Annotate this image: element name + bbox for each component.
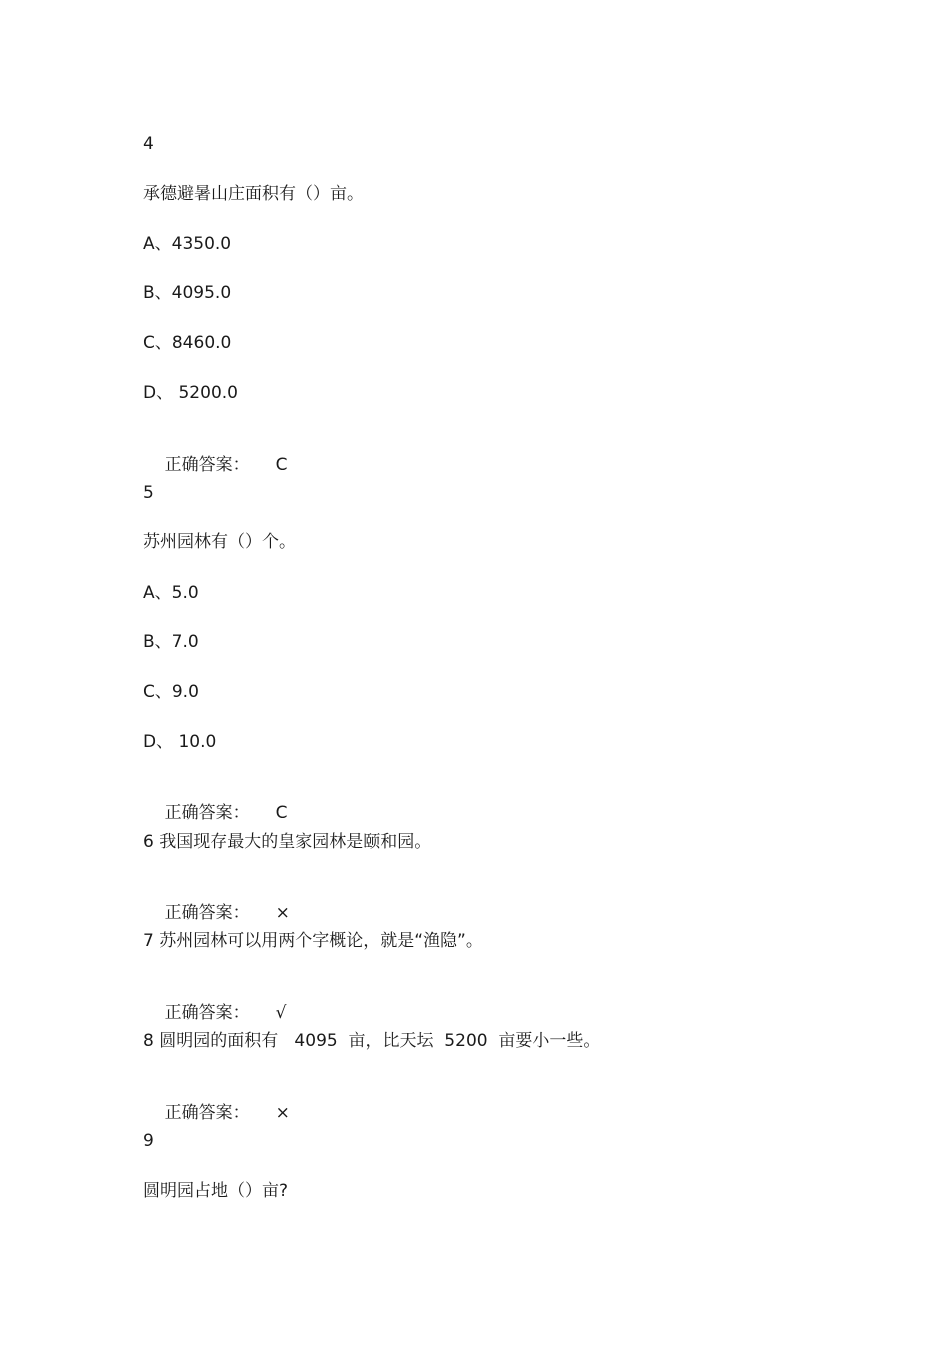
question-6-text: 6 我国现存最大的皇家园林是颐和园。 (143, 832, 432, 852)
answer-label: 正确答案： (164, 1003, 250, 1023)
answer-label: 正确答案： (164, 803, 250, 823)
answer-value: C (275, 455, 288, 475)
question-4-option-d: D、 5200.0 (143, 383, 238, 403)
answer-value: C (275, 803, 288, 823)
question-9-stem: 圆明园占地（）亩? (143, 1181, 289, 1201)
question-5-option-d: D、 10.0 (143, 732, 217, 752)
question-5-option-c: C、9.0 (143, 682, 199, 702)
question-8-text: 8 圆明园的面积有 4095 亩，比天坛 5200 亩要小一些。 (143, 1031, 601, 1051)
answer-value: × (275, 903, 290, 923)
question-9-number: 9 (143, 1131, 154, 1151)
question-4-number: 4 (143, 134, 154, 154)
question-5-stem: 苏州园林有（）个。 (143, 532, 296, 552)
question-5-option-b: B、7.0 (143, 632, 199, 652)
question-5-number: 5 (143, 483, 154, 503)
question-5-option-a: A、5.0 (143, 583, 199, 603)
answer-label: 正确答案： (164, 455, 250, 475)
question-4-stem: 承德避暑山庄面积有（）亩。 (143, 184, 364, 204)
answer-value: × (275, 1103, 290, 1123)
question-4-answer (143, 432, 288, 498)
question-8-answer (143, 1080, 290, 1146)
answer-label: 正确答案： (164, 1103, 250, 1123)
question-4-option-a: A、4350.0 (143, 234, 232, 254)
question-7-text: 7 苏州园林可以用两个字概论，就是“渔隐”。 (143, 931, 483, 951)
question-4-option-b: B、4095.0 (143, 283, 232, 303)
answer-value: √ (275, 1003, 287, 1023)
answer-label: 正确答案： (164, 903, 250, 923)
question-4-option-c: C、8460.0 (143, 333, 232, 353)
